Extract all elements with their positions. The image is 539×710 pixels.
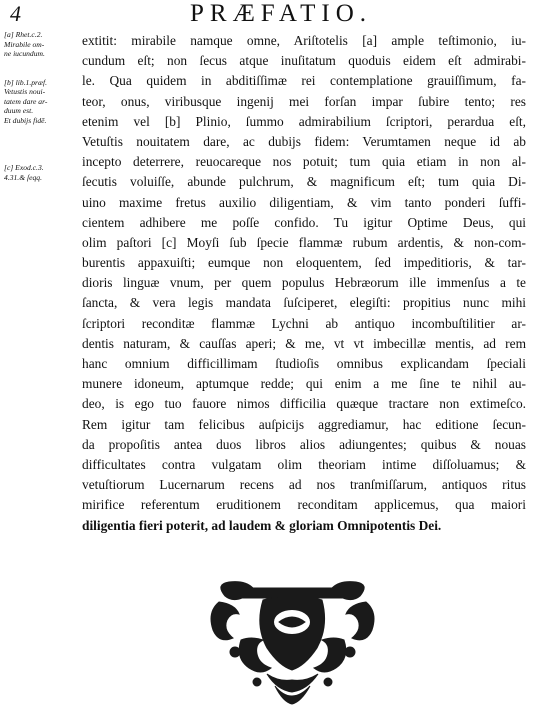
text-line: etenim vel [b] Plinio, ſummo admirabilium ſcriptori, perardua eſt, [82,113,526,129]
margin-note: tatem dare ar- [4,96,48,106]
text-line: ſcriptori reconditæ flammæ Lychni ab antiquo incombuſtilitier ar- [82,315,526,331]
text-line: vetuſtiorum Lucernarum recens ad nos tranſmiſſarum, antiquos ritus [82,477,526,493]
margin-note: [c] Exod.c.3. [4,163,44,172]
text-line: cientem adhibere me poſſe confido. Tu igitur Optime Deus, qui [82,214,526,230]
text-line: burentis appaxuiſti; eumque non eloquentem, ſed impeditioris, & tar- [82,255,526,271]
text-line: munere idoneum, aptumque redde; qui enim a me ſine te nihil au- [82,376,526,392]
margin-note: ne iucundum. [4,49,45,58]
text-line: incepto deterrere, reuocareque nos potuit; tum quia etiam in non al- [82,154,526,170]
margin-note: 4.31.& ſeqq. [4,172,42,182]
text-line: mirifice referentum eruditionem reconditam applicemus, qua maiori [82,497,526,513]
running-title: PRÆFATIO. [190,0,373,27]
margin-note-spacer [4,154,80,164]
margin-note-spacer [4,125,80,135]
text-line: Vetuſtis nouitatem dare, ac dubijs fidem: Verumtamen neque id ab [82,133,526,149]
ornament-svg [205,578,380,706]
margin-note: Vetustis noui- [4,87,46,96]
margin-note: duum est. [4,106,34,115]
text-line: extitit: mirabile namque omne, Ariſtotelis [a] ample teſtimonio, iu- [82,33,526,48]
text-line: deo, is ego tuo fauore nimos difficilia quæque tractare non extimeſco. [82,396,526,412]
margin-note-spacer [4,59,80,69]
margin-note-spacer [4,68,80,78]
margin-note-spacer [4,135,80,145]
text-line: le. Qua quidem in abditiſſimæ rei contemplatione grauiſſimum, fa- [82,73,526,89]
margin-note-spacer [4,144,80,154]
margin-notes [4,30,80,182]
margin-note: Mirabile om- [4,39,45,49]
margin-note: [a] Rhet.c.2. [4,30,43,39]
text-line-final: diligentia fieri poterit, ad laudem & gloriam Omnipotentis Dei. [82,517,442,533]
margin-note: Et dubijs fidē. [4,115,47,125]
text-line: dioris linguæ vnum, per quem populus Hebræorum ille immenſus a te [82,275,526,291]
text-line: hanc omnium difficillimam ſtudioſis omnibus explicandam ſpeciali [82,356,526,371]
page-number: 4 [10,1,21,26]
ornament-icon [205,578,380,706]
text-line: da propoſitis antea duos libros alios adiungentes; quibus & nouas [82,436,526,452]
text-line: dentis naturam, & cauſſas aperi; & me, vt vt imbecillæ mentis, ad rem [82,335,526,351]
text-line: cundum eſt; non ſecus atque inuſitatum quoduis eidem eſt admirabi- [82,53,526,69]
margin-note: [b] lib.1.præf. [4,77,48,87]
text-line: difficultates contra vulgatam olim theoriam intime diſſoluamus; & [82,456,526,472]
text-line: olim paſtori [c] Moyſi ſub ſpecie flammæ rubum ardentis, & non-com- [82,234,526,250]
body-text [82,31,526,536]
text-line: ſancta, & vera legis mandata ſuſciperet, elegiſti: propitius nunc mihi [82,295,526,311]
text-line: Rem igitur tam felicibus auſpicijs aggrediamur, hac editione ſecun- [82,416,526,432]
text-line: uino maxime fretus auxilio diligentiam, & vim tanto ponderi ſuffi- [82,194,526,210]
text-line: ſecutis voluiſſe, abunde pulchrum, & magnificum eſt; tum quia Di- [82,174,526,190]
text-line: teor, onus, viribusque ingenij mei forſan impar ſubire tento; res [82,93,526,109]
